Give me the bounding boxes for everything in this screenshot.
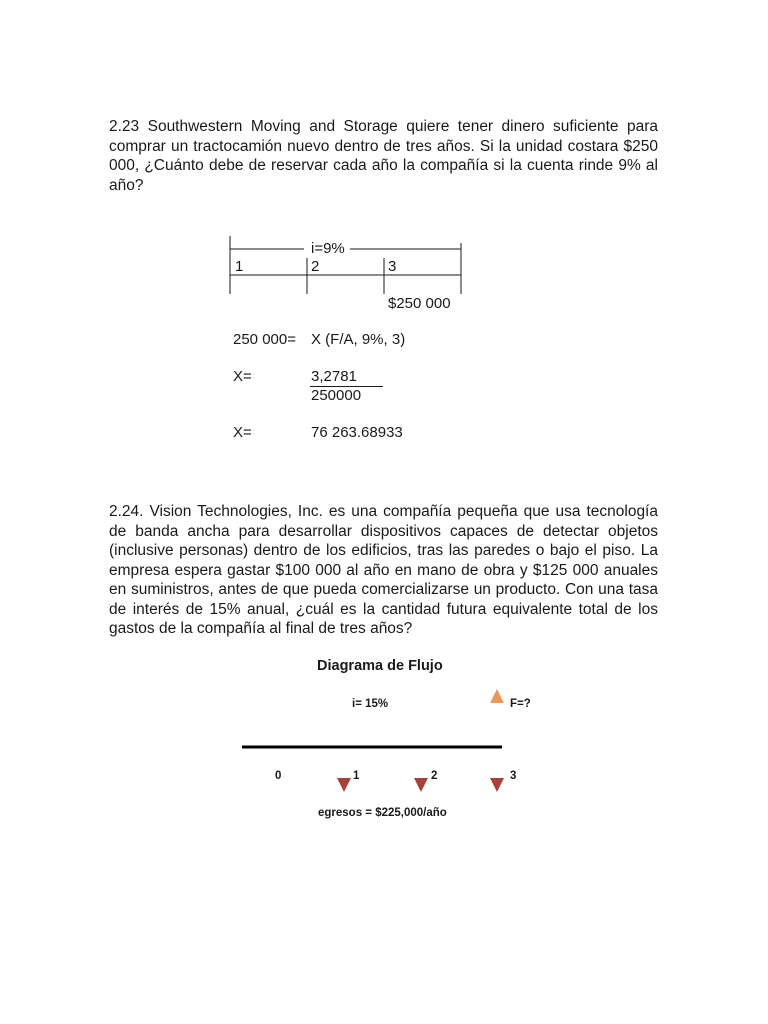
future-value-arrow: [490, 689, 504, 747]
flow-period-2: 2: [431, 770, 438, 782]
timeline-period-3: 3: [388, 258, 397, 275]
flow-diagram-title: Diagrama de Flujo: [317, 658, 443, 674]
timeline-rate-label: i=9%: [311, 240, 345, 257]
flow-expense-label: egresos = $225,000/año: [318, 807, 447, 819]
problem-2-23-text: 2.23 Southwestern Moving and Storage quiere tener dinero suficiente para comprar un tractocamión nuevo dentro de tres años. Si la unidad costara $250 000, ¿Cuánto debe de reservar cada año la compañía si la cuenta rinde 9% al año?: [109, 118, 658, 194]
timeline-period-1: 1: [235, 258, 244, 275]
equation-3-result: 76 263.68933: [311, 424, 403, 441]
equation-3-left: X=: [233, 424, 252, 441]
flow-period-1: 1: [353, 770, 360, 782]
equation-2-numerator: 3,2781: [311, 368, 357, 385]
flow-future-label: F=?: [510, 698, 531, 710]
timeline-future-value: $250 000: [388, 295, 451, 312]
timeline-period-2: 2: [311, 258, 320, 275]
flow-period-3: 3: [510, 770, 517, 782]
expense-arrow-1: [337, 749, 351, 792]
flow-rate-label: i= 15%: [352, 698, 389, 710]
flow-period-0: 0: [275, 770, 282, 782]
equation-2-left: X=: [233, 368, 252, 385]
expense-arrow-3: [490, 749, 504, 792]
equation-2-denominator: 250000: [311, 387, 362, 404]
expense-arrow-2: [414, 749, 428, 792]
equation-1-left: 250 000=: [233, 331, 296, 348]
equation-1-right: X (F/A, 9%, 3): [311, 331, 406, 348]
problem-2-24-text: 2.24. Vision Technologies, Inc. es una compañía pequeña que usa tecnología de banda ancha para desarrollar dispositivos capaces de detectar objetos (inclusive personas) dentro de los edificios, tras las paredes o bajo el piso. La empresa espera gastar $100 000 al año en mano de obra y $125 000 anuales en suministros, antes de que pueda comercializarse un producto. Con una tasa de interés de 15% anual, ¿cuál es la cantidad futura equivalente total de los gastos de la compañía al final de tres años?: [109, 503, 658, 637]
